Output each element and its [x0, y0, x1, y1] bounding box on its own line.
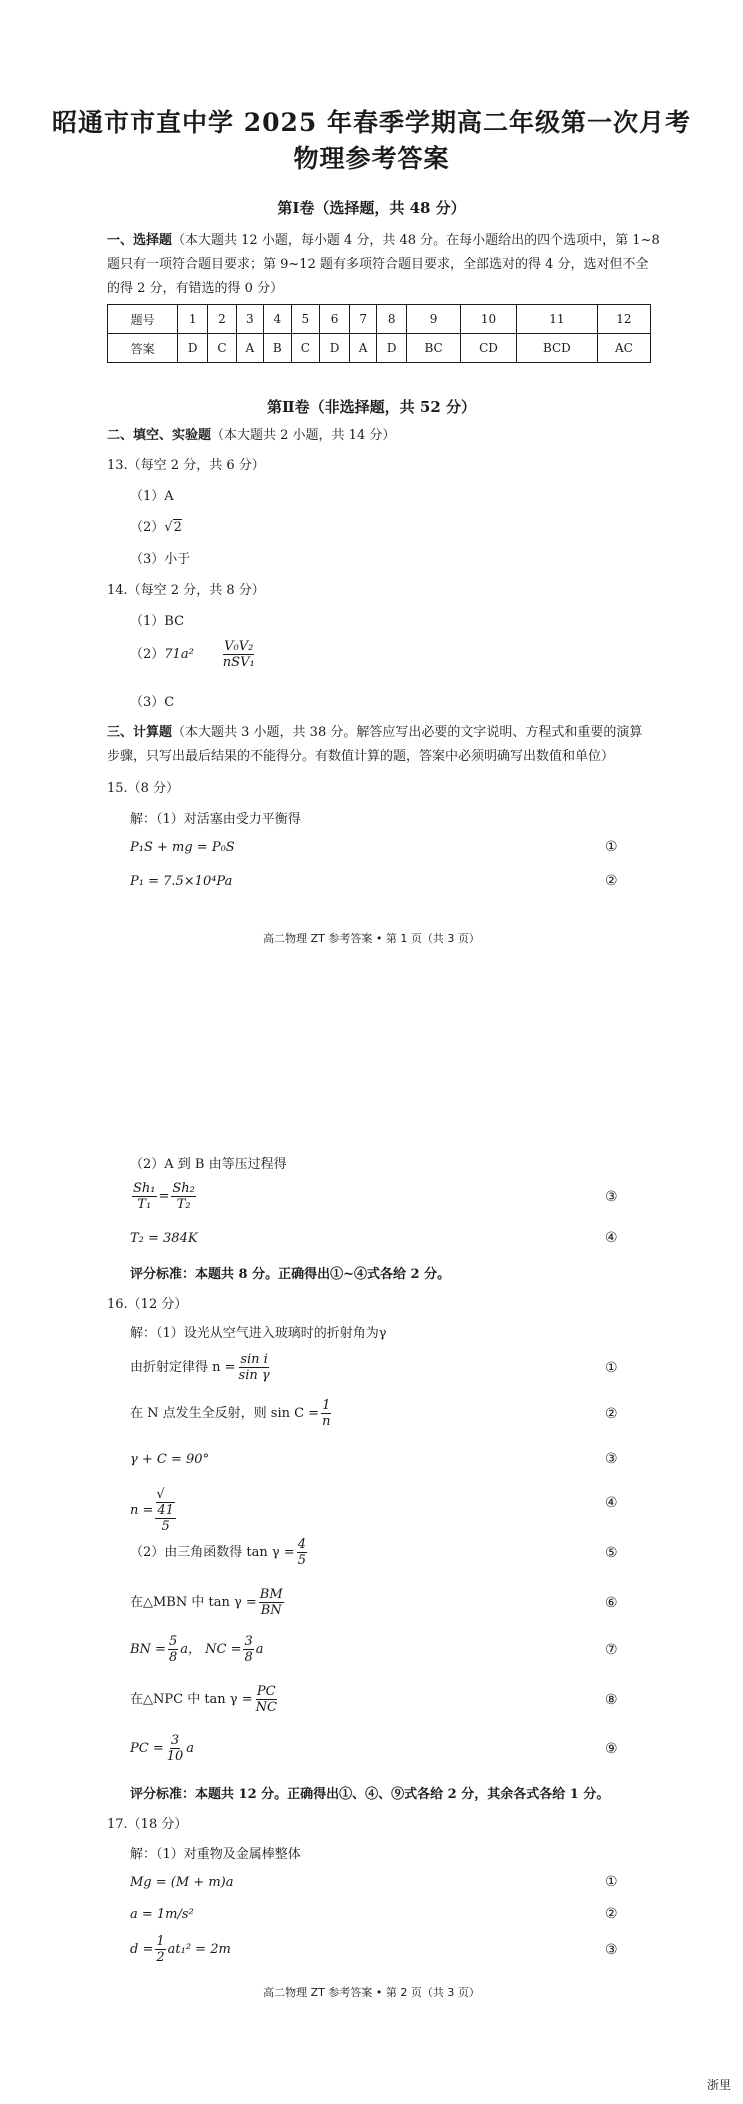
- section2-heading: 二、填空、实验题（本大题共 2 小题，共 14 分）: [107, 428, 396, 443]
- q16-equation-6: 在△MBN 中 tan γ = $\frac{BM}{BN}$: [130, 1587, 283, 1618]
- answer-table-answer-row: [108, 334, 651, 363]
- q13-answer-3: （3）小于: [130, 552, 191, 567]
- q15-scoring-criteria: 评分标准：本题共 8 分。正确得出①~④式各给 2 分。: [130, 1267, 451, 1282]
- table-cell: C: [208, 334, 237, 363]
- table-cell: C: [291, 334, 320, 363]
- table-cell: 6: [320, 305, 350, 334]
- table-cell: BC: [407, 334, 461, 363]
- answer-table: [107, 304, 651, 363]
- section1-line3: 的得 2 分，有错选的得 0 分）: [107, 281, 284, 296]
- q16-equation-8: 在△NPC 中 tan γ = $\frac{PC}{NC}$: [130, 1684, 277, 1715]
- q15-equation-2: P₁ = 7.5×10⁴Pa: [130, 874, 233, 889]
- q14-heading: 14.（每空 2 分，共 8 分）: [107, 583, 265, 598]
- q17-heading: 17.（18 分）: [107, 1817, 188, 1832]
- equation-marker-2: ②: [605, 873, 618, 889]
- table-cell: B: [263, 334, 291, 363]
- q15-step1: 解：（1）对活塞由受力平衡得: [130, 812, 301, 827]
- corner-watermark-text: 浙里: [707, 2078, 732, 2092]
- equation-marker-1: ①: [605, 1874, 618, 1890]
- table-cell: 11: [516, 305, 597, 334]
- q16-equation-9: PC = $\frac{3}{10}$ a: [130, 1733, 195, 1764]
- q16-scoring-criteria: 评分标准：本题共 12 分。正确得出①、④、⑨式各给 2 分，其余各式各给 1 分。: [130, 1787, 610, 1802]
- q14-answer-3: （3）C: [130, 695, 175, 710]
- equation-marker-3: ③: [605, 1189, 618, 1205]
- equation-marker-8: ⑧: [605, 1692, 618, 1708]
- section1-line2: 题只有一项符合题目要求；第 9~12 题有多项符合题目要求，全部选对的得 4 分，选对但不全: [107, 257, 649, 272]
- q15-heading: 15.（8 分）: [107, 781, 180, 796]
- table-cell: 1: [178, 305, 208, 334]
- equation-marker-4: ④: [605, 1230, 618, 1246]
- page-footer-2: 高二物理 ZT 参考答案 • 第 2 页（共 3 页）: [263, 1986, 480, 1999]
- q16-equation-5: （2）由三角函数得 tan γ = $\frac{4}{5}$: [130, 1537, 306, 1568]
- table-cell: 7: [350, 305, 377, 334]
- table-row-header: 答案: [108, 334, 178, 363]
- document-title-line1: 昭通市市直中学 2025 年春季学期高二年级第一次月考: [52, 108, 691, 137]
- q16-step1: 解：（1）设光从空气进入玻璃时的折射角为γ: [130, 1326, 387, 1341]
- table-cell: D: [320, 334, 350, 363]
- equation-marker-3: ③: [605, 1451, 618, 1467]
- q15-equation-4: T₂ = 384K: [130, 1231, 198, 1246]
- q13-answer-2: （2）√2: [130, 520, 182, 535]
- q17-equation-1: Mg = (M + m)a: [130, 1875, 234, 1890]
- table-cell: 9: [407, 305, 461, 334]
- table-cell: 3: [236, 305, 263, 334]
- part2-heading: 第Ⅱ卷（非选择题，共 52 分）: [267, 398, 476, 416]
- table-cell: AC: [597, 334, 650, 363]
- section3-line1: 三、计算题（本大题共 3 小题，共 38 分。解答应写出必要的文字说明、方程式和重要的演算: [107, 725, 643, 740]
- table-row-header: 题号: [108, 305, 178, 334]
- q16-equation-3: γ + C = 90°: [130, 1452, 210, 1467]
- q16-equation-7: BN = $\frac{5}{8}$ a， NC = $\frac{3}{8}$ a: [130, 1634, 264, 1665]
- q15-equation-3: $\frac{\text{Sh₁}}{\text{T₁}}$ = $\frac{\text{Sh₂}}{\text{T₂}}$: [133, 1181, 195, 1212]
- q17-equation-2: a = 1m/s²: [130, 1907, 194, 1922]
- q13-heading: 13.（每空 2 分，共 6 分）: [107, 458, 265, 473]
- table-cell: A: [236, 334, 263, 363]
- table-cell: 8: [377, 305, 407, 334]
- table-cell: 4: [263, 305, 291, 334]
- table-cell: D: [377, 334, 407, 363]
- table-cell: 10: [461, 305, 517, 334]
- q14-answer-2: （2）71a² $\frac{\text{V₀V₂}}{\text{nSV₁}}$: [130, 639, 255, 670]
- equation-marker-4: ④: [605, 1495, 618, 1511]
- q16-equation-4: n = √ 41 5: [130, 1487, 174, 1534]
- table-cell: 5: [291, 305, 320, 334]
- equation-marker-2: ②: [605, 1406, 618, 1422]
- q17-equation-3: d = $\frac{1}{2}$ at₁² = 2m: [130, 1934, 231, 1965]
- equation-marker-5: ⑤: [605, 1545, 618, 1561]
- q15-equation-1: P₁S + mg = P₀S: [130, 840, 235, 855]
- equation-marker-1: ①: [605, 1360, 618, 1376]
- q16-equation-1: 由折射定律得 n = $\frac{\text{sin i}}{\text{sin γ}}$: [130, 1352, 270, 1383]
- table-cell: BCD: [516, 334, 597, 363]
- q16-heading: 16.（12 分）: [107, 1297, 188, 1312]
- equation-marker-3: ③: [605, 1942, 618, 1958]
- q14-answer-1: （1）BC: [130, 614, 185, 629]
- page-footer-1: 高二物理 ZT 参考答案 • 第 1 页（共 3 页）: [263, 932, 480, 945]
- table-cell: A: [350, 334, 377, 363]
- table-cell: D: [178, 334, 208, 363]
- q15-step2: （2）A 到 B 由等压过程得: [130, 1157, 287, 1172]
- answer-table-number-row: [108, 305, 651, 334]
- part1-heading: 第Ⅰ卷（选择题，共 48 分）: [277, 199, 466, 217]
- equation-marker-2: ②: [605, 1906, 618, 1922]
- equation-marker-9: ⑨: [605, 1741, 618, 1757]
- section1-line1: 一、选择题（本大题共 12 小题，每小题 4 分，共 48 分。在每小题给出的四个选项中，第 1~8: [107, 233, 660, 248]
- q16-equation-2: 在 N 点发生全反射，则 sin C = $\frac{1}{n}$: [130, 1398, 331, 1429]
- q13-answer-1: （1）A: [130, 489, 174, 504]
- table-cell: 2: [208, 305, 237, 334]
- section3-line2: 步骤，只写出最后结果的不能得分。有数值计算的题，答案中必须明确写出数值和单位）: [107, 749, 615, 764]
- table-cell: CD: [461, 334, 517, 363]
- equation-marker-6: ⑥: [605, 1595, 618, 1611]
- equation-marker-7: ⑦: [605, 1642, 618, 1658]
- document-title-line2: 物理参考答案: [293, 144, 450, 173]
- q17-step1: 解：（1）对重物及金属棒整体: [130, 1847, 301, 1862]
- equation-marker-1: ①: [605, 839, 618, 855]
- table-cell: 12: [597, 305, 650, 334]
